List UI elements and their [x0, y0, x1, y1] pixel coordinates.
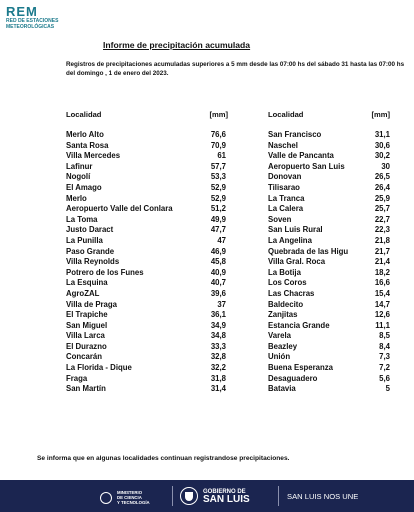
location-name: Buena Esperanza — [268, 363, 333, 373]
table-row — [66, 247, 228, 258]
table-row — [268, 363, 390, 374]
table-row — [268, 225, 390, 236]
precipitation-value: 32,8 — [210, 352, 226, 362]
table-row — [66, 194, 228, 205]
precipitation-value: 21,7 — [374, 246, 390, 256]
table-row — [66, 172, 228, 183]
precipitation-value: 45,8 — [210, 257, 226, 267]
table-row — [66, 130, 228, 141]
government-logo — [180, 487, 250, 505]
table-header — [66, 110, 228, 130]
precipitation-value: 7,3 — [379, 352, 390, 362]
table-row — [268, 141, 390, 152]
location-name: Soven — [268, 214, 292, 224]
precipitation-value: 51,2 — [210, 204, 226, 214]
location-name: Naschel — [268, 140, 298, 150]
location-name: La Calera — [268, 204, 304, 214]
precipitation-value: 40,7 — [210, 278, 226, 288]
table-row — [268, 352, 390, 363]
location-name: Fraga — [66, 373, 88, 383]
location-name: La Florida - Dique — [66, 363, 132, 373]
location-name: Varela — [268, 331, 291, 341]
location-name: El Durazno — [66, 341, 107, 351]
table-row — [66, 204, 228, 215]
precipitation-value: 26,4 — [374, 182, 390, 192]
government-slogan: SAN LUIS NOS UNE — [287, 492, 359, 501]
precipitation-value: 37 — [217, 299, 226, 309]
precipitation-table-left — [66, 110, 228, 395]
header-localidad: Localidad — [268, 110, 304, 119]
table-row — [66, 352, 228, 363]
table-row — [66, 151, 228, 162]
location-name: Villa Reynolds — [66, 257, 120, 267]
location-name: Estancia Grande — [268, 320, 330, 330]
header-mm: [mm] — [209, 110, 228, 119]
table-row — [66, 225, 228, 236]
table-row — [66, 374, 228, 385]
location-name: Paso Grande — [66, 246, 115, 256]
location-name: Aeropuerto Valle del Conlara — [66, 204, 173, 214]
table-row — [268, 321, 390, 332]
precipitation-value: 31,1 — [374, 130, 390, 139]
table-row — [268, 151, 390, 162]
table-row — [268, 162, 390, 173]
location-name: Lafinur — [66, 161, 93, 171]
precipitation-value: 11,1 — [375, 320, 390, 330]
precipitation-value: 36,1 — [210, 310, 226, 320]
location-name: Villa de Praga — [66, 299, 117, 309]
precipitation-value: 21,4 — [374, 257, 390, 267]
location-name: Las Chacras — [268, 288, 315, 298]
table-row — [268, 183, 390, 194]
table-row — [66, 236, 228, 247]
precipitation-value: 52,9 — [210, 182, 226, 192]
precipitation-value: 34,8 — [210, 331, 226, 341]
table-row — [66, 300, 228, 311]
precipitation-value: 76,6 — [210, 130, 226, 139]
table-row — [66, 289, 228, 300]
precipitation-value: 22,7 — [374, 214, 390, 224]
precipitation-value: 57,7 — [210, 161, 226, 171]
precipitation-value: 7,2 — [379, 363, 390, 373]
table-row — [268, 331, 390, 342]
table-row — [268, 289, 390, 300]
location-name: San Francisco — [268, 130, 322, 139]
location-name: Potrero de los Funes — [66, 267, 144, 277]
rem-logo-subtitle-2: METEOROLÓGICAS — [6, 24, 55, 30]
location-name: San Martín — [66, 384, 106, 394]
table-row — [268, 384, 390, 395]
table-row — [66, 310, 228, 321]
header-mm: [mm] — [371, 110, 390, 119]
precipitation-value: 15,4 — [374, 288, 390, 298]
government-label: GOBIERNO DE — [203, 489, 246, 495]
table-row — [66, 141, 228, 152]
location-name: San Miguel — [66, 320, 108, 330]
location-name: Valle de Pancanta — [268, 151, 334, 161]
shield-icon — [180, 487, 198, 505]
location-name: Los Coros — [268, 278, 307, 288]
precipitation-value: 32,2 — [210, 363, 226, 373]
table-row — [66, 363, 228, 374]
location-name: Villa Mercedes — [66, 151, 121, 161]
ministry-logo — [100, 490, 150, 505]
precipitation-value: 40,9 — [210, 267, 226, 277]
footer-divider — [172, 486, 173, 506]
table-row — [268, 278, 390, 289]
precipitation-value: 16,6 — [374, 278, 390, 288]
location-name: La Botija — [268, 267, 301, 277]
precipitation-value: 25,9 — [374, 193, 390, 203]
header-localidad: Localidad — [66, 110, 102, 119]
table-row — [268, 172, 390, 183]
precipitation-value: 47 — [217, 235, 226, 245]
precipitation-value: 30,2 — [374, 151, 390, 161]
location-name: Desaguadero — [268, 373, 318, 383]
table-row — [268, 236, 390, 247]
location-name: La Tranca — [268, 193, 305, 203]
precipitation-value: 31,4 — [210, 384, 226, 394]
location-name: Zanjitas — [268, 310, 298, 320]
ministry-name: MINISTERIO DE CIENCIA Y TECNOLOGÍA — [117, 490, 150, 505]
location-name: Merlo — [66, 193, 87, 203]
ministry-icon — [100, 492, 112, 504]
precipitation-table-right — [268, 110, 390, 395]
table-row — [268, 374, 390, 385]
location-name: Unión — [268, 352, 291, 362]
location-name: La Esquina — [66, 278, 108, 288]
location-name: Baldecito — [268, 299, 304, 309]
location-name: Villa Larca — [66, 331, 105, 341]
rem-logo-subtitle-1: RED DE ESTACIONES — [6, 18, 59, 24]
location-name: El Trapiche — [66, 310, 108, 320]
table-row — [66, 384, 228, 395]
precipitation-value: 30 — [381, 161, 390, 171]
report-footnote: Se informa que en algunas localidades continuan registrandose precipitaciones. — [37, 455, 290, 462]
table-row — [66, 162, 228, 173]
table-row — [66, 268, 228, 279]
location-name: Quebrada de las Higu — [268, 246, 349, 256]
location-name: Justo Daract — [66, 225, 114, 235]
precipitation-value: 34,9 — [210, 320, 226, 330]
location-name: Donovan — [268, 172, 302, 182]
table-row — [66, 257, 228, 268]
precipitation-value: 21,8 — [374, 235, 390, 245]
location-name: Tilisarao — [268, 182, 300, 192]
table-row — [66, 321, 228, 332]
location-name: Aeropuerto San Luis — [268, 161, 345, 171]
precipitation-value: 5 — [385, 384, 390, 394]
rem-logo-title: REM — [6, 4, 38, 19]
table-row — [66, 183, 228, 194]
table-row — [66, 331, 228, 342]
precipitation-value: 47,7 — [210, 225, 226, 235]
table-row — [268, 247, 390, 258]
location-name: Concarán — [66, 352, 102, 362]
precipitation-value: 5,6 — [379, 373, 390, 383]
table-row — [66, 278, 228, 289]
table-row — [268, 310, 390, 321]
precipitation-value: 8,4 — [379, 341, 390, 351]
precipitation-value: 39,6 — [210, 288, 226, 298]
table-row — [268, 268, 390, 279]
location-name: Batavia — [268, 384, 296, 394]
table-row — [268, 342, 390, 353]
precipitation-value: 61 — [217, 151, 226, 161]
location-name: San Luis Rural — [268, 225, 323, 235]
location-name: La Punilla — [66, 235, 103, 245]
precipitation-value: 18,2 — [374, 267, 390, 277]
report-intro: Registros de precipitaciones acumuladas superiores a 5 mm desde las 07:00 hs del sábado 31 hasta las 07:00 hs del domingo , 1 de enero del 2023. — [66, 61, 405, 77]
precipitation-value: 12,6 — [374, 310, 390, 320]
precipitation-value: 30,6 — [374, 140, 390, 150]
location-name: Merlo Alto — [66, 130, 104, 139]
precipitation-value: 22,3 — [374, 225, 390, 235]
location-name: AgroZAL — [66, 288, 100, 298]
table-row — [268, 257, 390, 268]
footer-divider — [278, 486, 279, 506]
table-row — [268, 130, 390, 141]
location-name: Santa Rosa — [66, 140, 109, 150]
precipitation-value: 8,5 — [379, 331, 390, 341]
table-header — [268, 110, 390, 130]
precipitation-value: 70,9 — [210, 140, 226, 150]
table-row — [268, 300, 390, 311]
government-province: SAN LUIS — [203, 494, 250, 505]
table-row — [268, 194, 390, 205]
precipitation-value: 31,8 — [210, 373, 226, 383]
location-name: La Angelina — [268, 235, 312, 245]
table-row — [66, 215, 228, 226]
report-title: Informe de precipitación acumulada — [103, 40, 251, 50]
precipitation-value: 49,9 — [210, 214, 226, 224]
location-name: El Amago — [66, 182, 102, 192]
table-row — [268, 204, 390, 215]
location-name: Villa Gral. Roca — [268, 257, 326, 267]
precipitation-value: 53,3 — [210, 172, 226, 182]
table-row — [268, 215, 390, 226]
location-name: La Toma — [66, 214, 98, 224]
precipitation-value: 25,7 — [374, 204, 390, 214]
precipitation-value: 26,5 — [374, 172, 390, 182]
precipitation-value: 14,7 — [374, 299, 390, 309]
rem-logo — [6, 6, 58, 30]
location-name: Beazley — [268, 341, 298, 351]
government-footer — [0, 480, 414, 512]
precipitation-value: 46,9 — [210, 246, 226, 256]
table-row — [66, 342, 228, 353]
precipitation-value: 33,3 — [210, 341, 226, 351]
precipitation-value: 52,9 — [210, 193, 226, 203]
location-name: Nogolí — [66, 172, 91, 182]
